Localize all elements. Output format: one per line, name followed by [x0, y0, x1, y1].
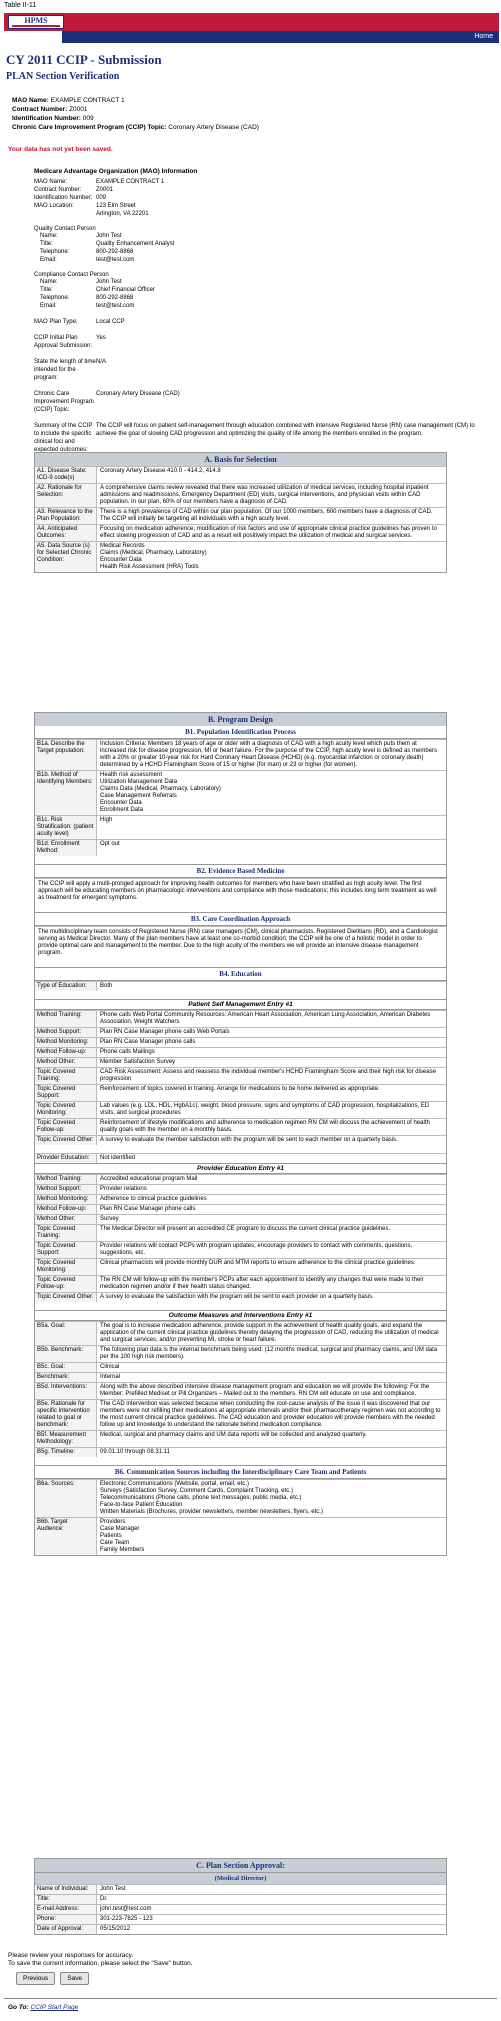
field-value: The RN CM will follow-up with the member's PCPs after each appointment to identify any changes that were made to their medication regimen and/or if their health status changed. [100, 1277, 424, 1290]
field-row [35, 1174, 446, 1184]
field-value: Health risk assessment Utilization Management Data Claims Data (Medical, Pharmacy, Laboratory) Case Management Referrals Encounter Data Enrollment Data [100, 772, 221, 813]
type-label: Type of Education: [35, 982, 97, 991]
quality-contact-label: Quality Contact Person [34, 226, 96, 232]
field-row [34, 302, 494, 310]
field-row [35, 839, 446, 856]
field-label: B5e. Rationale for specific intervention related to goal or benchmark: [35, 1400, 97, 1430]
field-value: John Test [100, 1886, 126, 1892]
field-label: B1d. Enrollment Method: [35, 840, 97, 856]
section-b [34, 712, 447, 1556]
field-label: Topic Covered Other: [35, 1293, 97, 1302]
button-bar [16, 1972, 89, 1985]
field-value: N/A [96, 359, 107, 365]
field-row [35, 1372, 446, 1382]
b1-title: B1. Population Identification Process [35, 726, 446, 739]
field-row [35, 466, 446, 483]
field-value: Electronic Communications (Website, portal, email, etc.) Surveys (Satisfaction Survey, Comment Cards, Complaint Tracking, etc.) Telecommunications (Phone calls, phone text messages, public media, etc.) Face-to-face Patient Education Written Materials (Brochures, provider newsletters, member newsletters, flyers, etc.) [100, 1481, 323, 1515]
logo-text: HPMS [24, 16, 48, 25]
field-value: Z0001 [96, 187, 114, 193]
summary-mao-label: MAO Name: [12, 97, 49, 104]
section-b-title: B. Program Design [35, 713, 446, 726]
field-row [35, 1010, 446, 1027]
field-label: B5d. Interventions: [35, 1383, 97, 1399]
field-row [35, 1894, 446, 1904]
field-label: A3. Relevance to the Plan Population: [35, 508, 97, 524]
goto-nav [8, 2004, 78, 2011]
field-value: Dr. [100, 1896, 108, 1902]
field-label: A1. Disease State: ICD-9 code(s) [35, 467, 97, 483]
footer-line-2: To save the current information, please select the "Save" button. [8, 1960, 193, 1967]
field-row [35, 1382, 446, 1399]
mao-info-title: Medicare Advantage Organization (MAO) Information [34, 168, 198, 175]
field-row [35, 1047, 446, 1057]
field-value: Local CCP [96, 319, 125, 325]
field-row [35, 1204, 446, 1214]
field-label: A5. Data Source (s) for Selected Chronic Condition: [35, 542, 97, 572]
section-c [34, 1858, 447, 1935]
field-value: Survey [100, 1216, 119, 1222]
hpms-logo [8, 15, 64, 29]
section-c-title: C. Plan Section Approval: [35, 1859, 446, 1872]
mao-fields [34, 178, 494, 218]
field-label: Telephone: [40, 295, 70, 301]
b6-rows [35, 1479, 446, 1555]
field-row [35, 483, 446, 507]
field-value: Medical, surgical and pharmacy claims and UM data reports will be collected and analyzed quarterly. [100, 1432, 367, 1438]
field-label: Method Support: [35, 1028, 97, 1037]
field-label: MAO Name: [34, 179, 68, 185]
section-a [34, 452, 447, 573]
b2-text: The CCIP will apply a multi-pronged approach for improving health outcomes for members who have been stratified as high acuity level. The first approach will be educating members on pharmacologic interventions and compliance with those medications; this includes long term treatment as well as treatment for emergent symptoms. [35, 878, 446, 904]
field-row [34, 186, 494, 194]
field-label: Topic Covered Training: [35, 1225, 97, 1241]
footer-line-1: Please review your responses for accuracy. [8, 1952, 134, 1959]
field-value: Clinical [100, 1364, 120, 1370]
field-row [35, 1101, 446, 1118]
field-value: john.test@test.com [100, 1906, 152, 1912]
header-nav-bar [4, 31, 499, 43]
field-row [35, 1292, 446, 1302]
field-value: CAD Risk Assessment: Assess and reassess the individual member's HCHD Framingham Score and their high risk for disease progression [100, 1069, 436, 1082]
field-row [35, 1241, 446, 1258]
field-label: Date of Approval: [35, 1925, 97, 1934]
field-row [35, 1479, 446, 1517]
b4-title: B4. Education [35, 967, 446, 981]
field-label: Summary of the CCIP to include the specific clinical foci and expected outcomes: [34, 423, 93, 453]
field-value: The CAD intervention was selected because when conducting the root-cause analysis of the issue it was discovered that our members were not refilling their medications at appropriate intervals and/or their pharmacotherapy regimen was not according to the most current clinical practice guidelines. The CAD education and provider education will provide members with the needed follow up and knowledge to understand the rationale behind medication compliance. [100, 1401, 441, 1428]
outcome-entry-title: Outcome Measures and Interventions Entry #1 [35, 1310, 446, 1321]
field-row [34, 358, 494, 382]
field-value: Along with the above described intensive disease management program and education we will provide the following: For the Member: Prefilled Mediset or Pill Organizers – Mailed out to the members. RN CM will educate on use and compliance. [100, 1384, 430, 1397]
field-value: Reinforcement of topics covered in training. Arrange for medications to be home delivered as appropriate. [100, 1086, 380, 1092]
summary-mao-value: EXAMPLE CONTRACT 1 [50, 97, 125, 104]
field-value: 800-292-8868 [96, 295, 134, 301]
outcome-rows [35, 1321, 446, 1457]
field-value: Medical Records Claims (Medical, Pharmacy, Laboratory) Encounter Data Health Risk Assessment (HRA) Tools [100, 543, 207, 570]
field-label: Contract Number: [34, 187, 82, 193]
field-value: 05/15/2012 [100, 1926, 131, 1932]
field-label: Email: [40, 303, 57, 309]
field-value: Reinforcement of lifestyle modifications and adherence to medication regimen RN CM will discuss the achievement of health quality goals with the member on a monthly basis. [100, 1120, 430, 1133]
field-label: Name: [40, 233, 58, 239]
field-row [35, 1184, 446, 1194]
field-label: Title: [35, 1895, 97, 1904]
field-label: Topic Covered Follow-up: [35, 1276, 97, 1292]
field-row [35, 1057, 446, 1067]
unsaved-warning: Your data has not yet been saved. [8, 146, 113, 153]
field-label: Identification Number: [34, 195, 93, 201]
field-row [35, 507, 446, 524]
field-value: Member Satisfaction Survey [100, 1059, 176, 1065]
field-label: Chronic Care Improvement Program (CCIP) Topic: [34, 391, 94, 413]
summary-topic-value: Coronary Artery Disease (CAD) [168, 124, 259, 131]
ccip-start-link[interactable]: CCIP Start Page [30, 2004, 79, 2011]
field-value: Phone calls Mailings [100, 1049, 155, 1055]
field-row [35, 1194, 446, 1204]
field-row [34, 294, 494, 302]
field-row [35, 1037, 446, 1047]
field-value: Plan RN Case Manager phone calls [100, 1039, 196, 1045]
summary-topic-label: Chronic Care Improvement Program (CCIP) Topic: [12, 124, 167, 131]
field-row [35, 739, 446, 770]
field-value: Clinical pharmacists will provide monthly DUR and MTM reports to ensure adherence to the clinical practice guidelines. [100, 1260, 416, 1266]
field-value: Yes [96, 335, 106, 341]
field-value: A survey to evaluate the satisfaction with the program will be sent to each provider on a quarterly basis. [100, 1294, 374, 1300]
field-value: The Medical Director will present an accredited CE program to discuss the current clinical practice guidelines. [100, 1226, 391, 1232]
field-value: 09.01.10 through 08.31.11 [100, 1449, 170, 1455]
field-row [35, 541, 446, 572]
mao-other-fields [34, 318, 494, 454]
summary-id-label: Identification Number: [12, 115, 81, 122]
field-value: Chief Financial Officer [96, 287, 155, 293]
field-value: The CCIP will focus on patient self-management through education combined with intensive Registered Nurse (RN) case management (CM) to achieve the goal of slowing CAD progression and optimizing the quality of life among the members enrolled in the program. [96, 423, 475, 437]
field-value: High [100, 817, 113, 823]
b3-text: The multidisciplinary team consists of Registered Nurse (RN) case managers (CM), clinical pharmacists, Registered Dietitians (RD), and a Cardiologist serving as Medical Director. Many of the plan members have at least one co-morbid condition; the CCIP will be one of a holistic model in order to provide optimal care and management to the member. Due to the high acuity of the members we will provide an intensive disease management program. [35, 926, 446, 959]
field-label: Topic Covered Support: [35, 1085, 97, 1101]
field-row [34, 178, 494, 186]
field-value: Phone calls Web Portal Community Resources: American Heart Association, American Lung Association, American Diabetes Association, Weight Watchers [100, 1012, 431, 1025]
field-row [34, 232, 494, 240]
mao-info [34, 168, 494, 454]
field-value: Internal [100, 1374, 121, 1380]
field-label: B1c. Risk Stratification: (patient acuity level) [35, 816, 97, 839]
field-label: Method Follow-up: [35, 1048, 97, 1057]
field-row [34, 286, 494, 294]
field-label: B5a. Goal: [35, 1322, 97, 1345]
field-row [35, 1275, 446, 1292]
provider-education [35, 1153, 446, 1163]
field-label: E-mail Address: [35, 1905, 97, 1914]
field-row [35, 1430, 446, 1447]
field-row [35, 1321, 446, 1345]
field-value: A comprehensive claims review revealed that there was increased utilization of medical services, including hospital inpatient admissions and readmissions, Emergency Department (ED) visits, surgical interventions, and physician visits within CAD population. In our plan, 60% of our members have a diagnosis of CAD. [100, 485, 429, 505]
field-value: Coronary Artery Disease (CAD) [96, 391, 180, 397]
field-row [35, 1914, 446, 1924]
type-value: Both [100, 983, 113, 989]
page-subtitle: PLAN Section Verification [6, 71, 120, 82]
field-label: State the length of time intended for the program: [34, 359, 96, 381]
section-a-rows [35, 466, 446, 572]
field-value: The following plan data is the internal benchmark being used: (12 months medical, surgical and pharmacy claims, and UM data per the 100 high risk members). [100, 1347, 438, 1360]
field-label: MAO Plan Type: [34, 319, 78, 325]
field-value: The goal is to increase medication adherence, provide support in the achievement of health quality goals, and expand the application of the current clinical practice guidelines thereby delaying the progression of CAD, reducing the utilization of medical and surgical services, and/or preventing MI, stroke or heart failure. [100, 1323, 439, 1343]
field-label: B6a. Sources: [35, 1480, 97, 1517]
field-label: Method Monitoring: [35, 1038, 97, 1047]
provider-rows [35, 1174, 446, 1302]
field-row [35, 1084, 446, 1101]
field-label: Topic Covered Monitoring: [35, 1102, 97, 1118]
field-row [35, 770, 446, 815]
field-row [34, 202, 494, 218]
section-a-title: A. Basis for Selection [35, 453, 446, 466]
field-row [35, 1214, 446, 1224]
field-value: EXAMPLE CONTRACT 1 [96, 179, 165, 185]
field-label: Email: [40, 257, 57, 263]
field-value: John Test [96, 279, 122, 285]
field-value: Inclusion Criteria: Members 18 years of age or older with a diagnosis of CAD with a high acuity level which puts them at increased risk for disease progression, MI or heart failure. For the purpose of the CCIP, high acuity level is defined as members with a 20% or greater 10-year risk for Hard Coronary Heart Disease (HCHD) (e.g. myocardial infarction or coronary death) determined by a HCHD Framingham Score of 15 or higher (for man) or 23 or higher (for women). [100, 741, 438, 768]
provider-value: Not identified [100, 1155, 136, 1161]
patient-rows [35, 1010, 446, 1145]
field-value: 123 Elm Street Arlington, VA 22201 [96, 203, 149, 217]
section-c-rows [35, 1884, 446, 1934]
field-row [35, 1135, 446, 1145]
field-label: Method Other: [35, 1215, 97, 1224]
field-value: A survey to evaluate the member satisfaction with the program will be sent to each member on a quarterly basis. [100, 1137, 398, 1143]
field-value: 009 [96, 195, 107, 201]
field-label: B5c. Goal: [35, 1363, 97, 1372]
quality-contact [34, 232, 494, 264]
field-row [35, 1362, 446, 1372]
field-row [34, 194, 494, 202]
field-value: Focusing on medication adherence, modification of risk factors and use of appropriate clinical practice guidelines has proven to effect slowing progression of CAD and as a result will positively impact the utilization of medical and surgical services. [100, 526, 437, 539]
summary-block [12, 96, 259, 132]
field-label: B5b. Benchmark: [35, 1346, 97, 1362]
field-label: Benchmark: [35, 1373, 97, 1382]
field-value: Opt out [100, 841, 120, 847]
field-row [35, 1345, 446, 1362]
field-row [35, 1067, 446, 1084]
provider-entry-title: Provider Education Entry #1 [35, 1163, 446, 1174]
field-value: Plan RN Case Manager phone calls Web Portals [100, 1029, 230, 1035]
field-label: B6b. Target Audience: [35, 1518, 97, 1555]
field-row [35, 1517, 446, 1555]
field-label: B5f. Measurement Methodology: [35, 1431, 97, 1447]
section-c-sub: (Medical Director) [35, 1872, 446, 1884]
site-header [4, 13, 499, 43]
b6-title: B6. Communication Sources including the Interdisciplinary Care Team and Patients [35, 1465, 446, 1479]
field-row [34, 278, 494, 286]
field-value: Lab values (e.g. LDL, HDL, HgbA1c), weight, blood pressure, signs and symptoms of CAD progression, hospitalizations, ED visits, and surgical procedures [100, 1103, 430, 1116]
field-label: CCIP Initial Plan Approval Submission: [34, 335, 93, 349]
field-row [35, 1258, 446, 1275]
field-value: test@test.com [96, 303, 135, 309]
field-row [35, 524, 446, 541]
field-row [35, 1884, 446, 1894]
field-label: Method Monitoring: [35, 1195, 97, 1204]
compliance-contact [34, 278, 494, 310]
field-row [34, 422, 494, 454]
field-row [35, 1904, 446, 1914]
field-value: Quality Enhancement Analyst [96, 241, 175, 247]
field-label: Method Training: [35, 1011, 97, 1027]
summary-id-value: 009 [82, 115, 94, 122]
field-label: Phone: [35, 1915, 97, 1924]
footer-instructions [8, 1952, 193, 1968]
header-red-band [4, 13, 499, 31]
type-of-education [35, 981, 446, 991]
field-label: Method Support: [35, 1185, 97, 1194]
home-link[interactable]: Home [474, 33, 493, 40]
field-label: A2. Rationale for Selection: [35, 484, 97, 507]
field-label: B1b. Method of Identifying Members: [35, 771, 97, 815]
compliance-contact-label: Compliance Contact Person [34, 272, 109, 278]
field-value: Adherence to clinical practice guidelines [100, 1196, 207, 1202]
summary-contract-value: Z0001 [69, 106, 88, 113]
field-label: Topic Covered Follow-up: [35, 1119, 97, 1135]
field-label: Method Training: [35, 1175, 97, 1184]
field-value: Coronary Artery Disease 410.0 - 414.2, 414.8 [100, 468, 221, 474]
field-row [35, 1924, 446, 1934]
field-value: 800-292-8868 [96, 249, 134, 255]
field-value: test@test.com [96, 257, 135, 263]
field-row [35, 1027, 446, 1037]
field-label: Method Other: [35, 1058, 97, 1067]
field-label: Topic Covered Training: [35, 1068, 97, 1084]
goto-label: Go To: [8, 2004, 29, 2011]
page-title: CY 2011 CCIP - Submission [6, 52, 162, 67]
field-value: There is a high prevalence of CAD within our plan population. Of our 1000 members, 600 members have a diagnosis of CAD. The CCIP will initially be targeting all individuals with a high acuity level. [100, 509, 433, 522]
field-label: MAO Location: [34, 203, 74, 209]
field-row [35, 1447, 446, 1457]
patient-entry-title: Patient Self Management Entry #1 [35, 999, 446, 1010]
footer-divider [4, 1998, 497, 1999]
field-label: Title: [40, 287, 53, 293]
provider-label: Provider Education: [35, 1154, 97, 1163]
field-value: Accredited educational program Mail [100, 1176, 198, 1182]
field-value: 301-223-7825 - 123 [100, 1916, 153, 1922]
field-label: Topic Covered Monitoring: [35, 1259, 97, 1275]
field-label: B1a. Describe the Target population: [35, 740, 97, 770]
field-label: Name of Individual: [35, 1885, 97, 1894]
save-button[interactable]: Save [60, 1972, 89, 1985]
field-value: Plan RN Case Manager phone calls [100, 1206, 196, 1212]
previous-button[interactable]: Previous [16, 1972, 55, 1985]
field-label: Topic Covered Other: [35, 1136, 97, 1145]
field-label: B5g. Timeline: [35, 1448, 97, 1457]
field-label: Method Follow-up: [35, 1205, 97, 1214]
field-value: Provider relations will contact PCPs with program updates, encourage providers to contact with comments, questions, suggestions, etc. [100, 1243, 413, 1256]
field-row [35, 1224, 446, 1241]
summary-contract-label: Contract Number: [12, 106, 68, 113]
field-value: Providers Case Manager Patients Care Team Family Members [100, 1519, 145, 1553]
field-row [34, 256, 494, 264]
field-label: Name: [40, 279, 58, 285]
field-row [35, 815, 446, 839]
field-row [34, 240, 494, 248]
field-row [35, 1399, 446, 1430]
field-row [34, 248, 494, 256]
field-label: Title: [40, 241, 53, 247]
field-row [35, 1118, 446, 1135]
b2-title: B2. Evidence Based Medicine [35, 864, 446, 878]
field-row [34, 334, 494, 350]
field-row [34, 318, 494, 326]
field-label: Telephone: [40, 249, 70, 255]
field-value: John Test [96, 233, 122, 239]
field-value: Provider relations [100, 1186, 147, 1192]
field-label: Topic Covered Support: [35, 1242, 97, 1258]
b1-rows [35, 739, 446, 856]
field-row [34, 390, 494, 414]
field-label: A4. Anticipated Outcomes: [35, 525, 97, 541]
b3-title: B3. Care Coordination Approach [35, 912, 446, 926]
table-caption: Table II-11 [4, 2, 37, 9]
